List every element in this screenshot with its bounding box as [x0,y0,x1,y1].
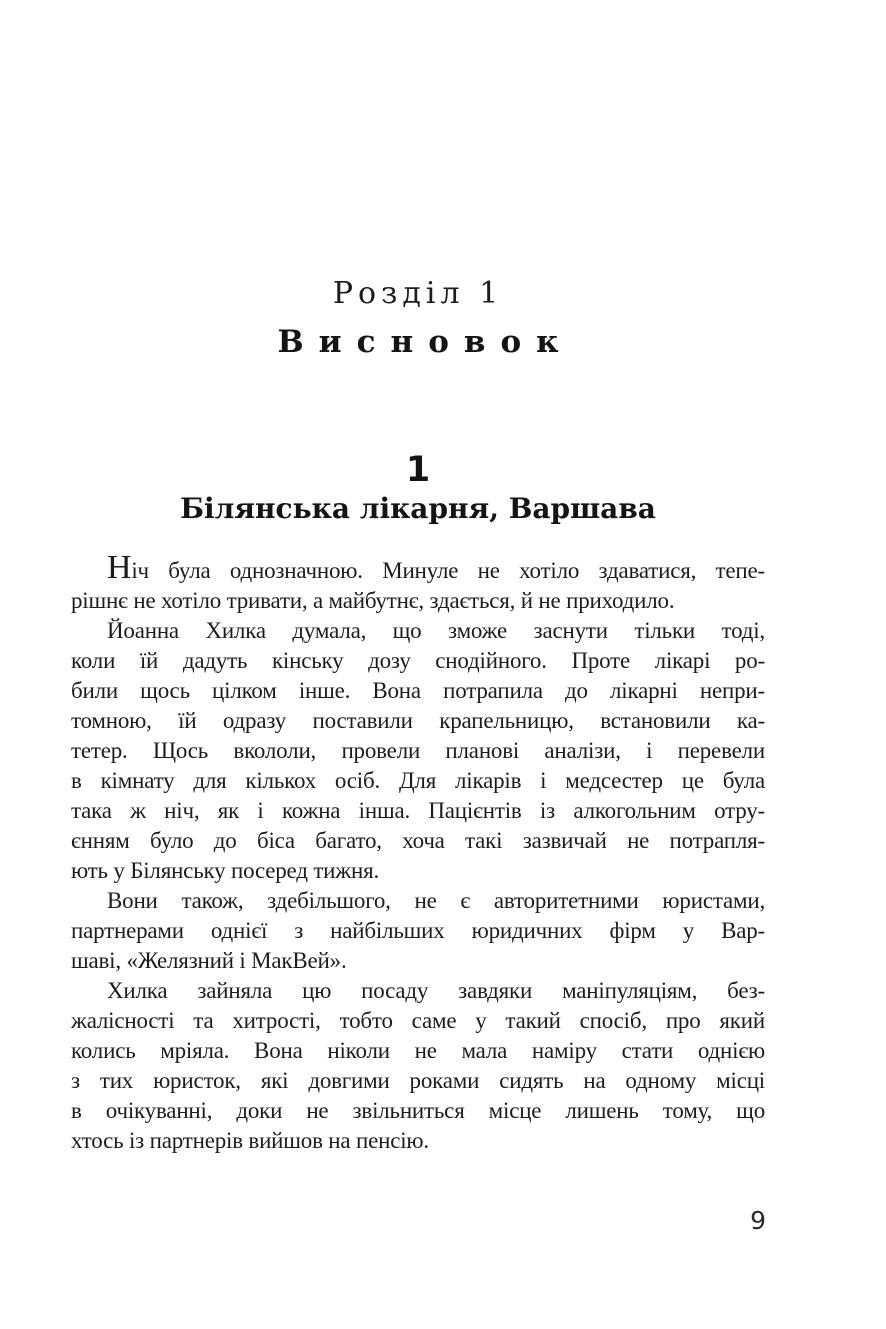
chapter-number-label: Розділ 1 [332,276,504,311]
text-line: єнням було до біса багато, хоча такі зазвичай не потрапля- [71,828,765,853]
text-line: ють у Білянську посеред тижня. [71,858,380,883]
paragraph-initial-letter: Н [107,549,132,586]
chapter-title: Висновок [277,324,574,360]
section-number: 1 [405,450,431,490]
text-line: шаві, «Желязний і МакВей». [71,948,347,973]
text-line: Йоанна Хилка думала, що зможе заснути тільки тоді, [107,618,765,643]
text-line: партнерами однієї з найбільших юридичних фірм у Вар- [71,918,765,943]
text-line: коли їй дадуть кінську дозу снодійного. Проте лікарі ро- [71,648,765,673]
chapter-heading [71,276,765,360]
page-number: 9 [750,1206,766,1235]
text-line: з тих юристок, які довгими роками сидять на одному місці [71,1068,765,1093]
text-line: жалісності та хитрості, тобто саме у такий спосіб, про який [71,1008,765,1033]
section-subtitle: Білянська лікарня, Варшава [180,492,656,525]
text-line: Вони також, здебільшого, не є авторитетними юристами, [107,888,765,913]
text-line: били щось цілком інше. Вона потрапила до лікарні непри- [71,678,765,703]
text-line-content: іч була однозначною. Минуле не хотіло здаватися, тепе- [131,558,765,583]
section-heading [71,452,765,525]
text-line: хтось із партнерів вийшов на пенсію. [71,1128,429,1153]
text-line: в кімнату для кількох осіб. Для лікарів і медсестер це була [71,768,765,793]
text-line: в очікуванні, доки не звільниться місце лишень тому, що [71,1098,765,1123]
text-line: така ж ніч, як і кожна інша. Пацієнтів із алкогольним отру- [71,798,765,823]
text-line: томною, їй одразу поставили крапельницю, встановили ка- [71,708,765,733]
text-line: рішнє не хотіло тривати, а майбутнє, здається, й не приходило. [71,588,675,613]
text-line: тетер. Щось вкололи, провели планові аналізи, і перевели [71,738,765,763]
text-line [71,549,765,586]
text-line: колись мріяла. Вона ніколи не мала наміру стати однією [71,1038,765,1063]
text-line: Хилка зайняла цю посаду завдяки маніпуляціям, без- [107,978,765,1003]
body-text [71,549,765,1156]
